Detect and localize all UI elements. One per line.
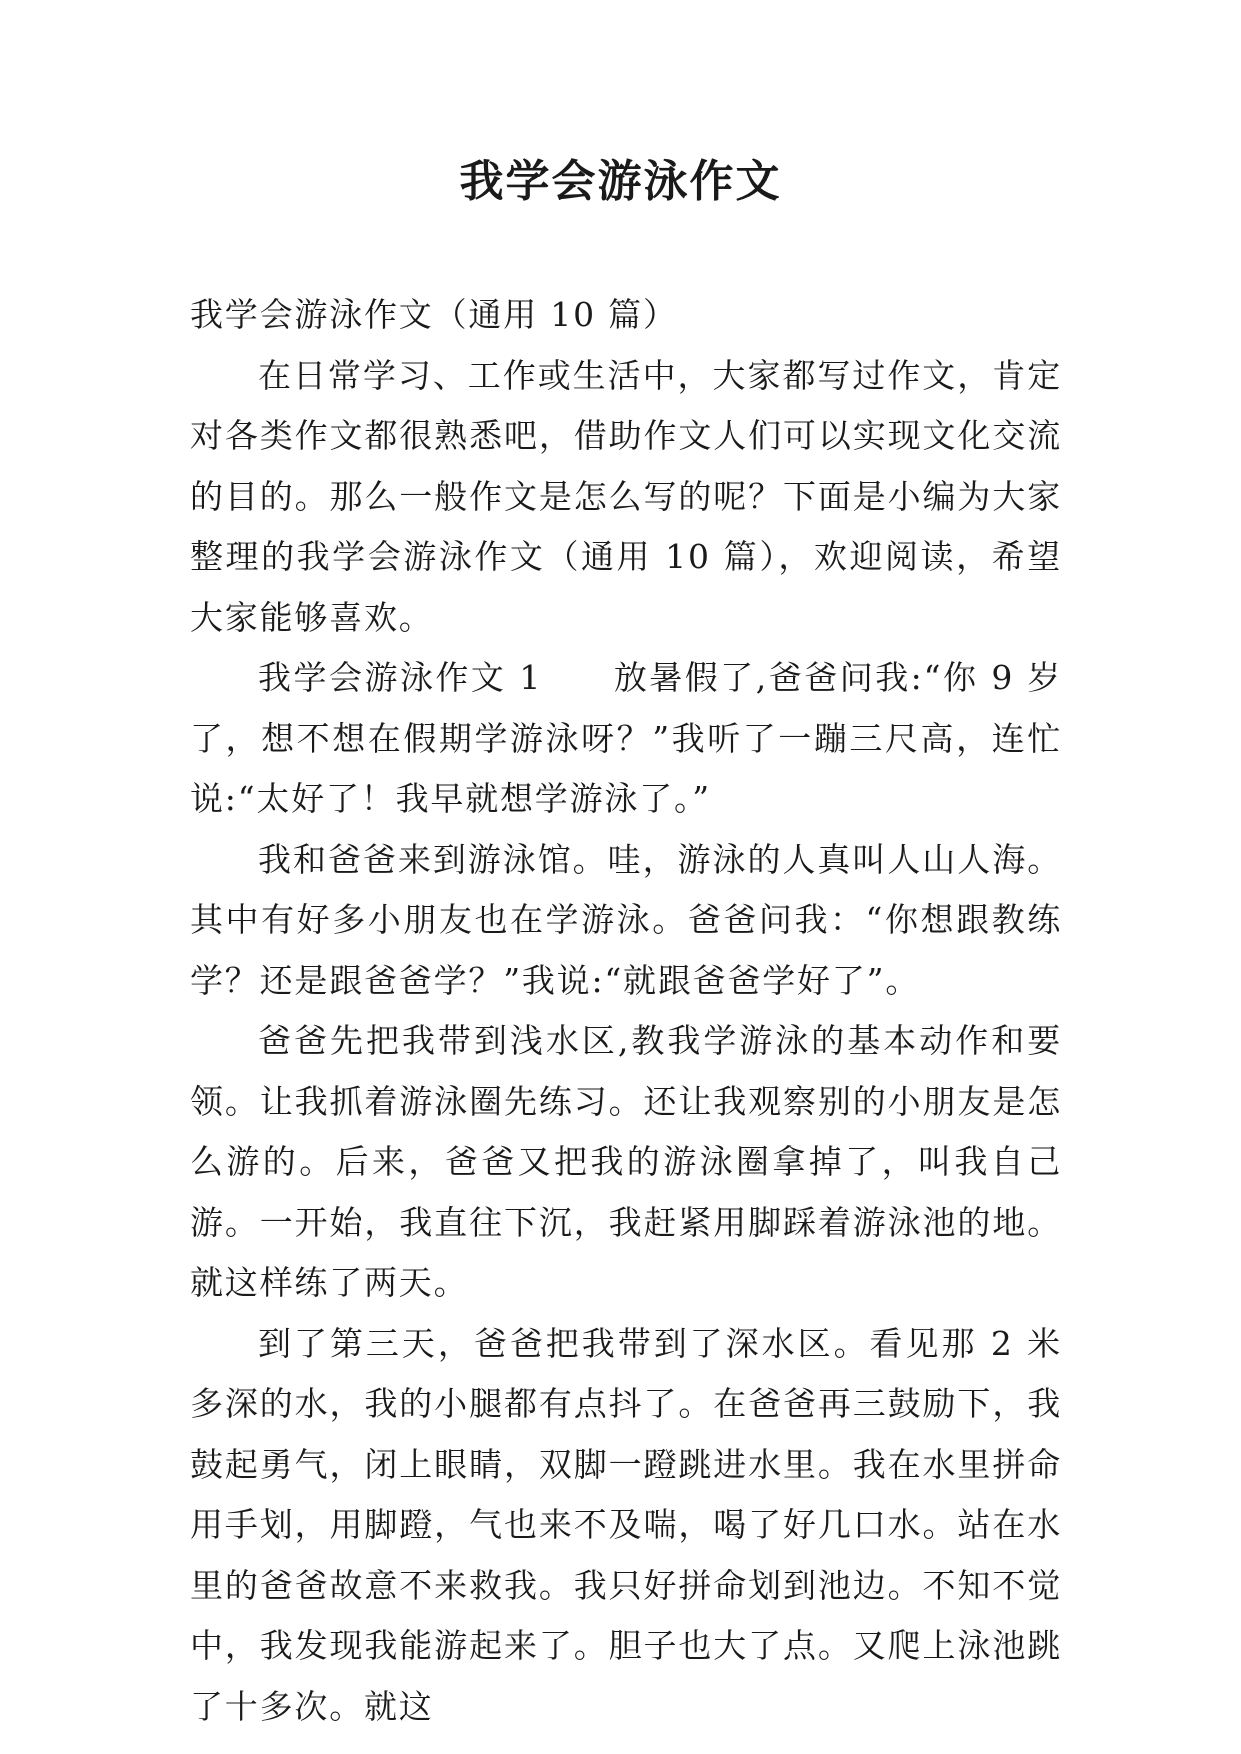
paragraph-shallow-water: 爸爸先把我带到浅水区,教我学游泳的基本动作和要领。让我抓着游泳圈先练习。还让我观察别的小朋友是怎么游的。后来，爸爸又把我的游泳圈拿掉了，叫我自己游。一开始，我直往下沉，我赶紧用脚踩着游泳池的地。就这样练了两天。 — [190, 1021, 1062, 1302]
document-title: 我学会游泳作文 — [459, 156, 782, 207]
document-body — [190, 285, 1062, 1737]
paragraph-swimming-pool: 我和爸爸来到游泳馆。哇，游泳的人真叫人山人海。其中有好多小朋友也在学游泳。爸爸问我：“你想跟教练学？还是跟爸爸学？”我说:“就跟爸爸学好了”。 — [190, 839, 1062, 1000]
paragraph-intro: 在日常学习、工作或生活中，大家都写过作文，肯定对各类作文都很熟悉吧，借助作文人们可以实现文化交流的目的。那么一般作文是怎么写的呢？下面是小编为大家整理的我学会游泳作文（通用 10 篇），欢迎阅读，希望大家能够喜欢。 — [190, 355, 1062, 637]
paragraph-essay-1-opening: 我学会游泳作文 1 放暑假了,爸爸问我:“你 9 岁了，想不想在假期学游泳呀？”我听了一蹦三尺高，连忙说:“太好了！我早就想学游泳了。” — [190, 658, 1062, 818]
document-subtitle: 我学会游泳作文（通用 10 篇） — [190, 295, 678, 334]
paragraph-deep-water: 到了第三天，爸爸把我带到了深水区。看见那 2 米多深的水，我的小腿都有点抖了。在爸爸再三鼓励下，我鼓起勇气，闭上眼睛，双脚一蹬跳进水里。我在水里拼命用手划，用脚蹬，气也来不及喘，喝了好几口水。站在水里的爸爸故意不来救我。我只好拼命划到池边。不知不觉中，我发现我能游起来了。胆子也大了点。又爬上泳池跳了十多次。就这 — [190, 1323, 1062, 1726]
